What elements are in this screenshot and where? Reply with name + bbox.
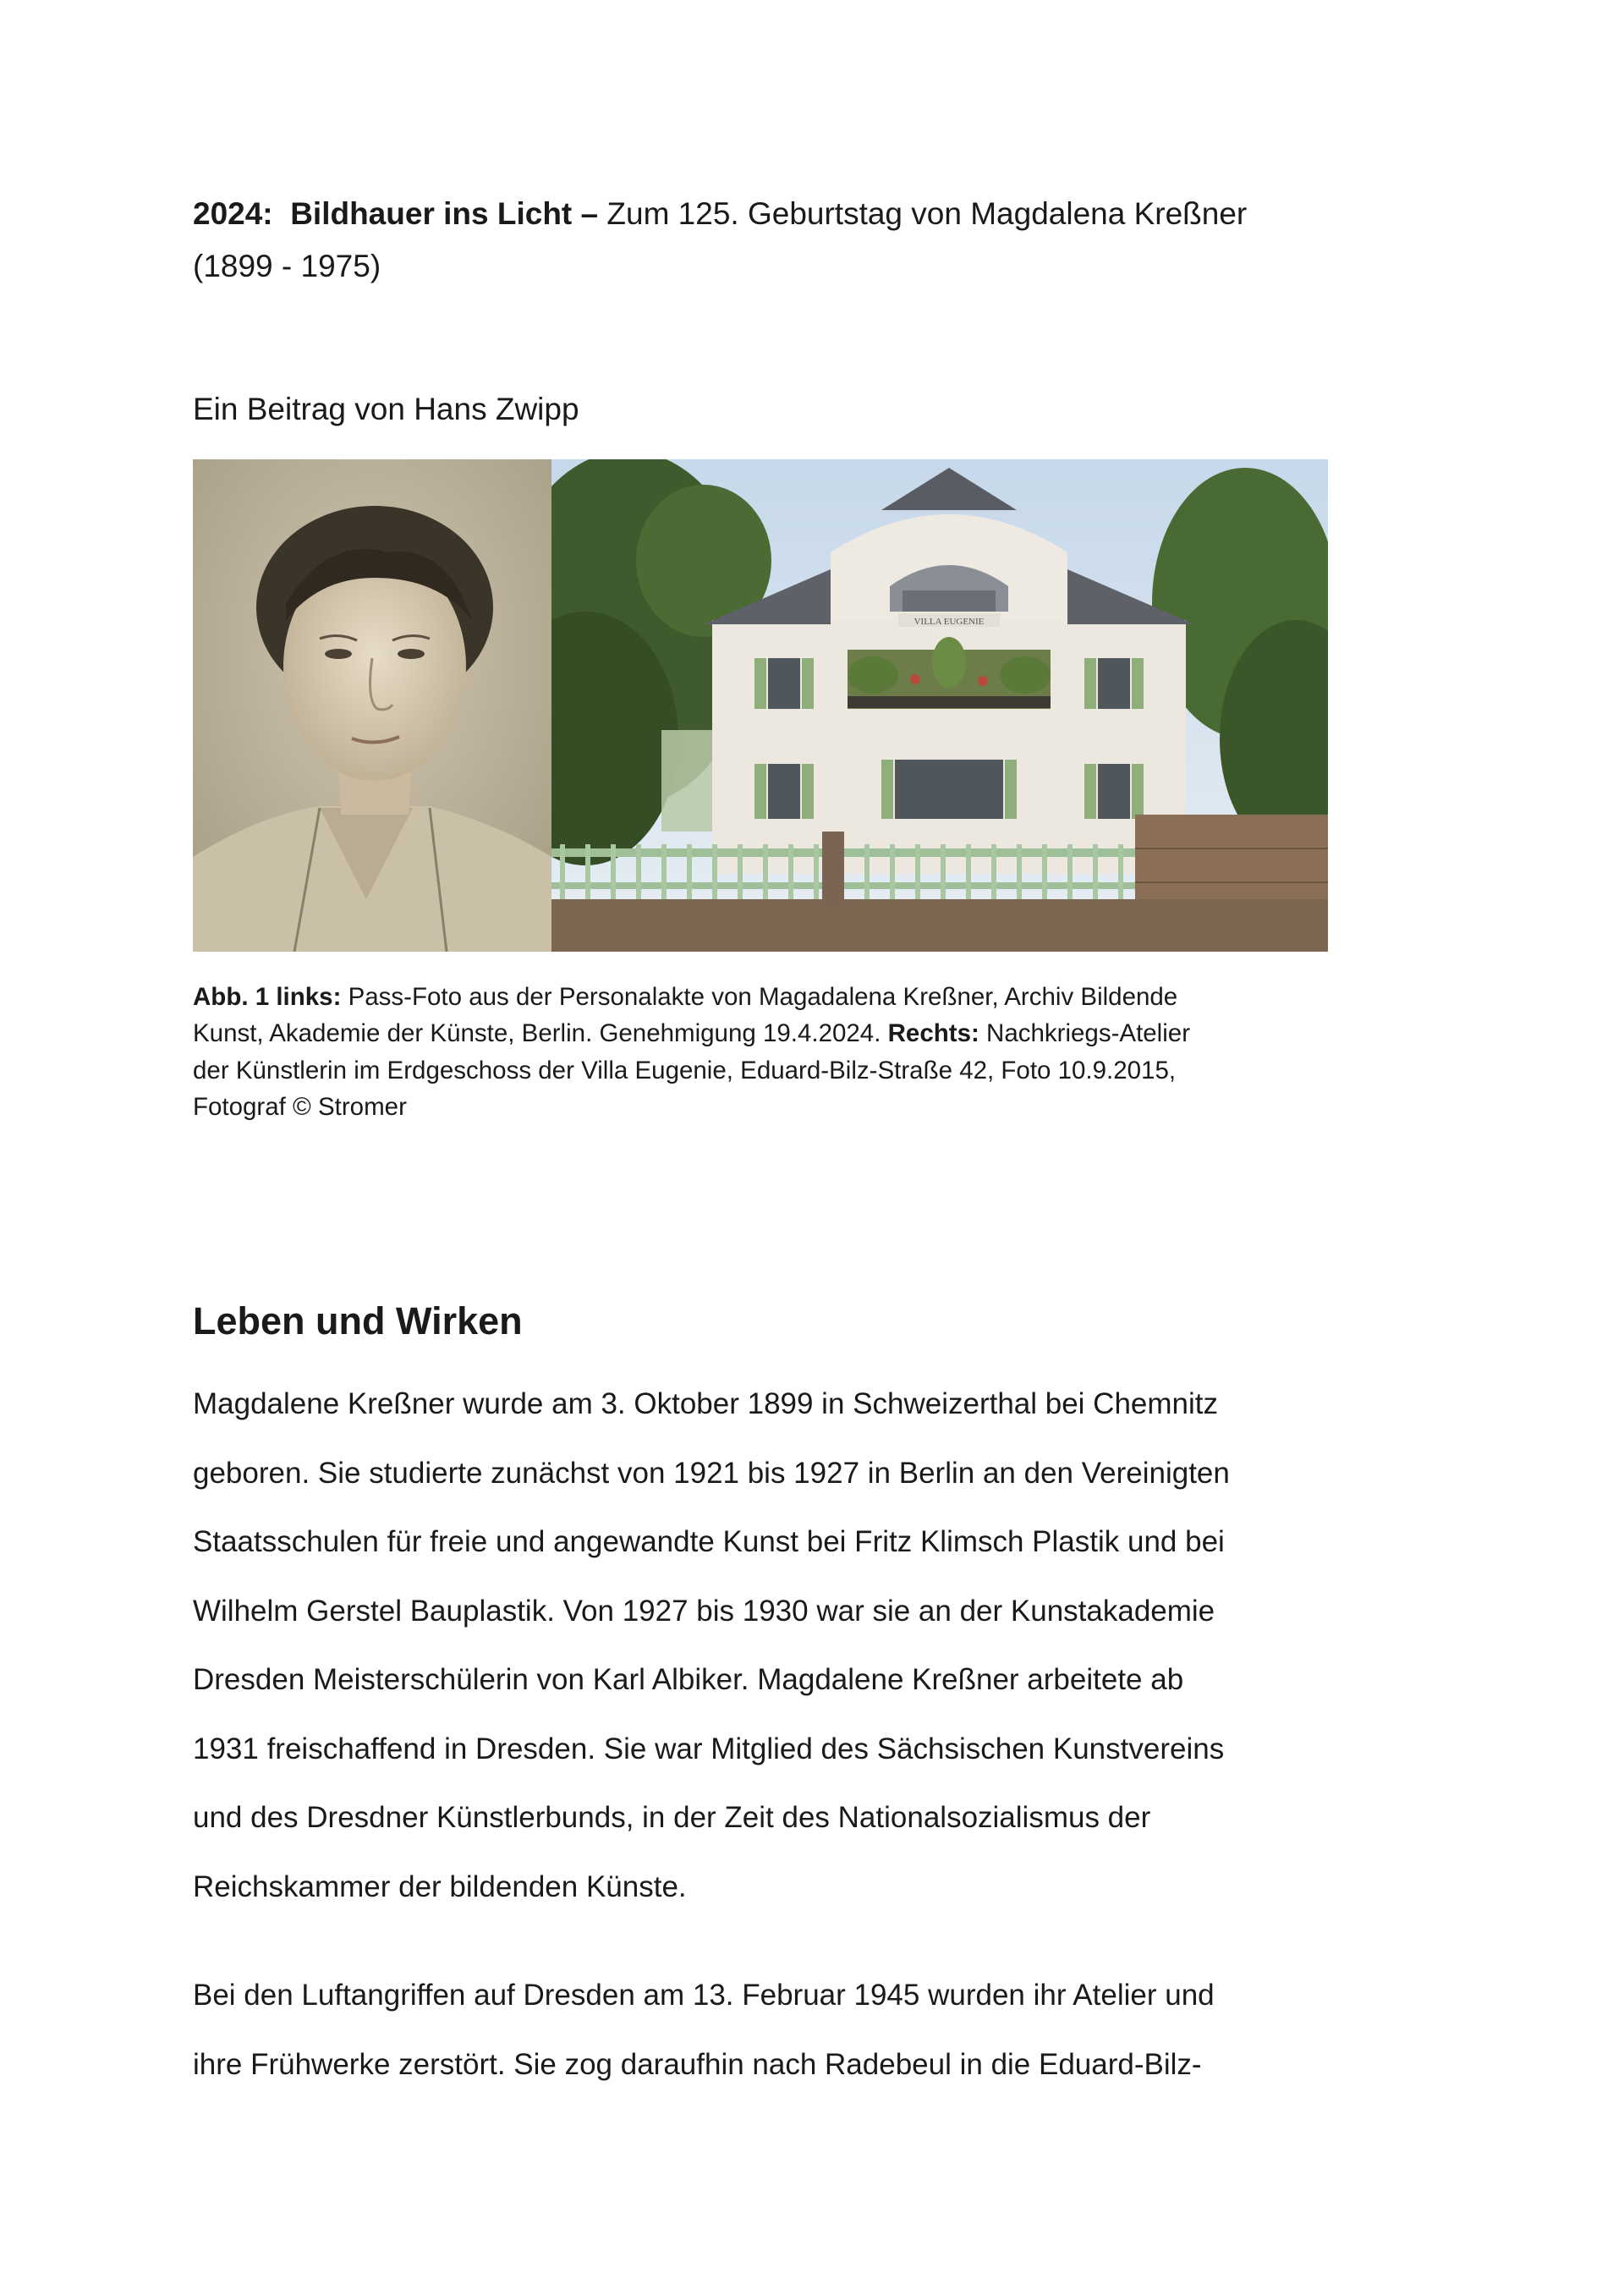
paragraph-line: geboren. Sie studierte zunächst von 1921 bis 1927 in Berlin an den Vereinigten — [193, 1456, 1230, 1490]
caption-left-label: Abb. 1 links: — [193, 983, 342, 1011]
portrait-photo — [193, 459, 551, 952]
caption-line-3: der Künstlerin im Erdgeschoss der Villa Eugenie, Eduard-Bilz-Straße 42, Foto 10.9.2015, — [193, 1056, 1177, 1084]
paragraph-line: Dresden Meisterschülerin von Karl Albiker. Magdalene Kreßner arbeitete ab — [193, 1663, 1184, 1696]
paragraph-line: und des Dresdner Künstlerbunds, in der Zeit des Nationalsozialismus der — [193, 1801, 1151, 1834]
body-paragraph-2 — [193, 1961, 1445, 2099]
section-heading: Leben und Wirken — [193, 1299, 523, 1342]
body-paragraph-1 — [193, 1370, 1445, 1921]
caption-line-2a: Kunst, Akademie der Künste, Berlin. Genehmigung 19.4.2024. — [193, 1019, 881, 1048]
figure-1 — [193, 459, 1328, 952]
title-bold: Bildhauer ins Licht – — [290, 196, 599, 231]
figure-caption — [193, 979, 1428, 1125]
title-dates: (1899 - 1975) — [193, 249, 381, 283]
paragraph-line: Staatsschulen für freie und angewandte Kunst bei Fritz Klimsch Plastik und bei — [193, 1525, 1225, 1558]
caption-line-4: Fotograf © Stromer — [193, 1093, 407, 1122]
villa-sign-text: VILLA EUGENIE — [914, 617, 985, 627]
author-line: Ein Beitrag von Hans Zwipp — [193, 392, 579, 426]
paragraph-line: Bei den Luftangriffen auf Dresden am 13. Februar 1945 wurden ihr Atelier und — [193, 1979, 1215, 2012]
paragraph-line: 1931 freischaffend in Dresden. Sie war Mitglied des Sächsischen Kunstvereins — [193, 1732, 1225, 1765]
paragraph-line: Wilhelm Gerstel Bauplastik. Von 1927 bis 1930 war sie an der Kunstakademie — [193, 1594, 1215, 1628]
paragraph-line: Reichskammer der bildenden Künste. — [193, 1869, 687, 1903]
caption-line-1: Pass-Foto aus der Personalakte von Magadalena Kreßner, Archiv Bildende — [348, 983, 1178, 1011]
caption-right-label: Rechts: — [887, 1019, 979, 1048]
title-year: 2024: — [193, 196, 273, 231]
paragraph-line: Magdalene Kreßner wurde am 3. Oktober 1899 in Schweizerthal bei Chemnitz — [193, 1387, 1219, 1420]
paragraph-line: ihre Frühwerke zerstört. Sie zog daraufhin nach Radebeul in die Eduard-Bilz- — [193, 2047, 1202, 2081]
villa-eugenie-photo — [551, 459, 1328, 952]
caption-line-2b: Nachkriegs-Atelier — [979, 1019, 1191, 1048]
article-title — [193, 190, 1419, 238]
title-rest: Zum 125. Geburtstag von Magdalena Kreßner — [606, 196, 1248, 231]
